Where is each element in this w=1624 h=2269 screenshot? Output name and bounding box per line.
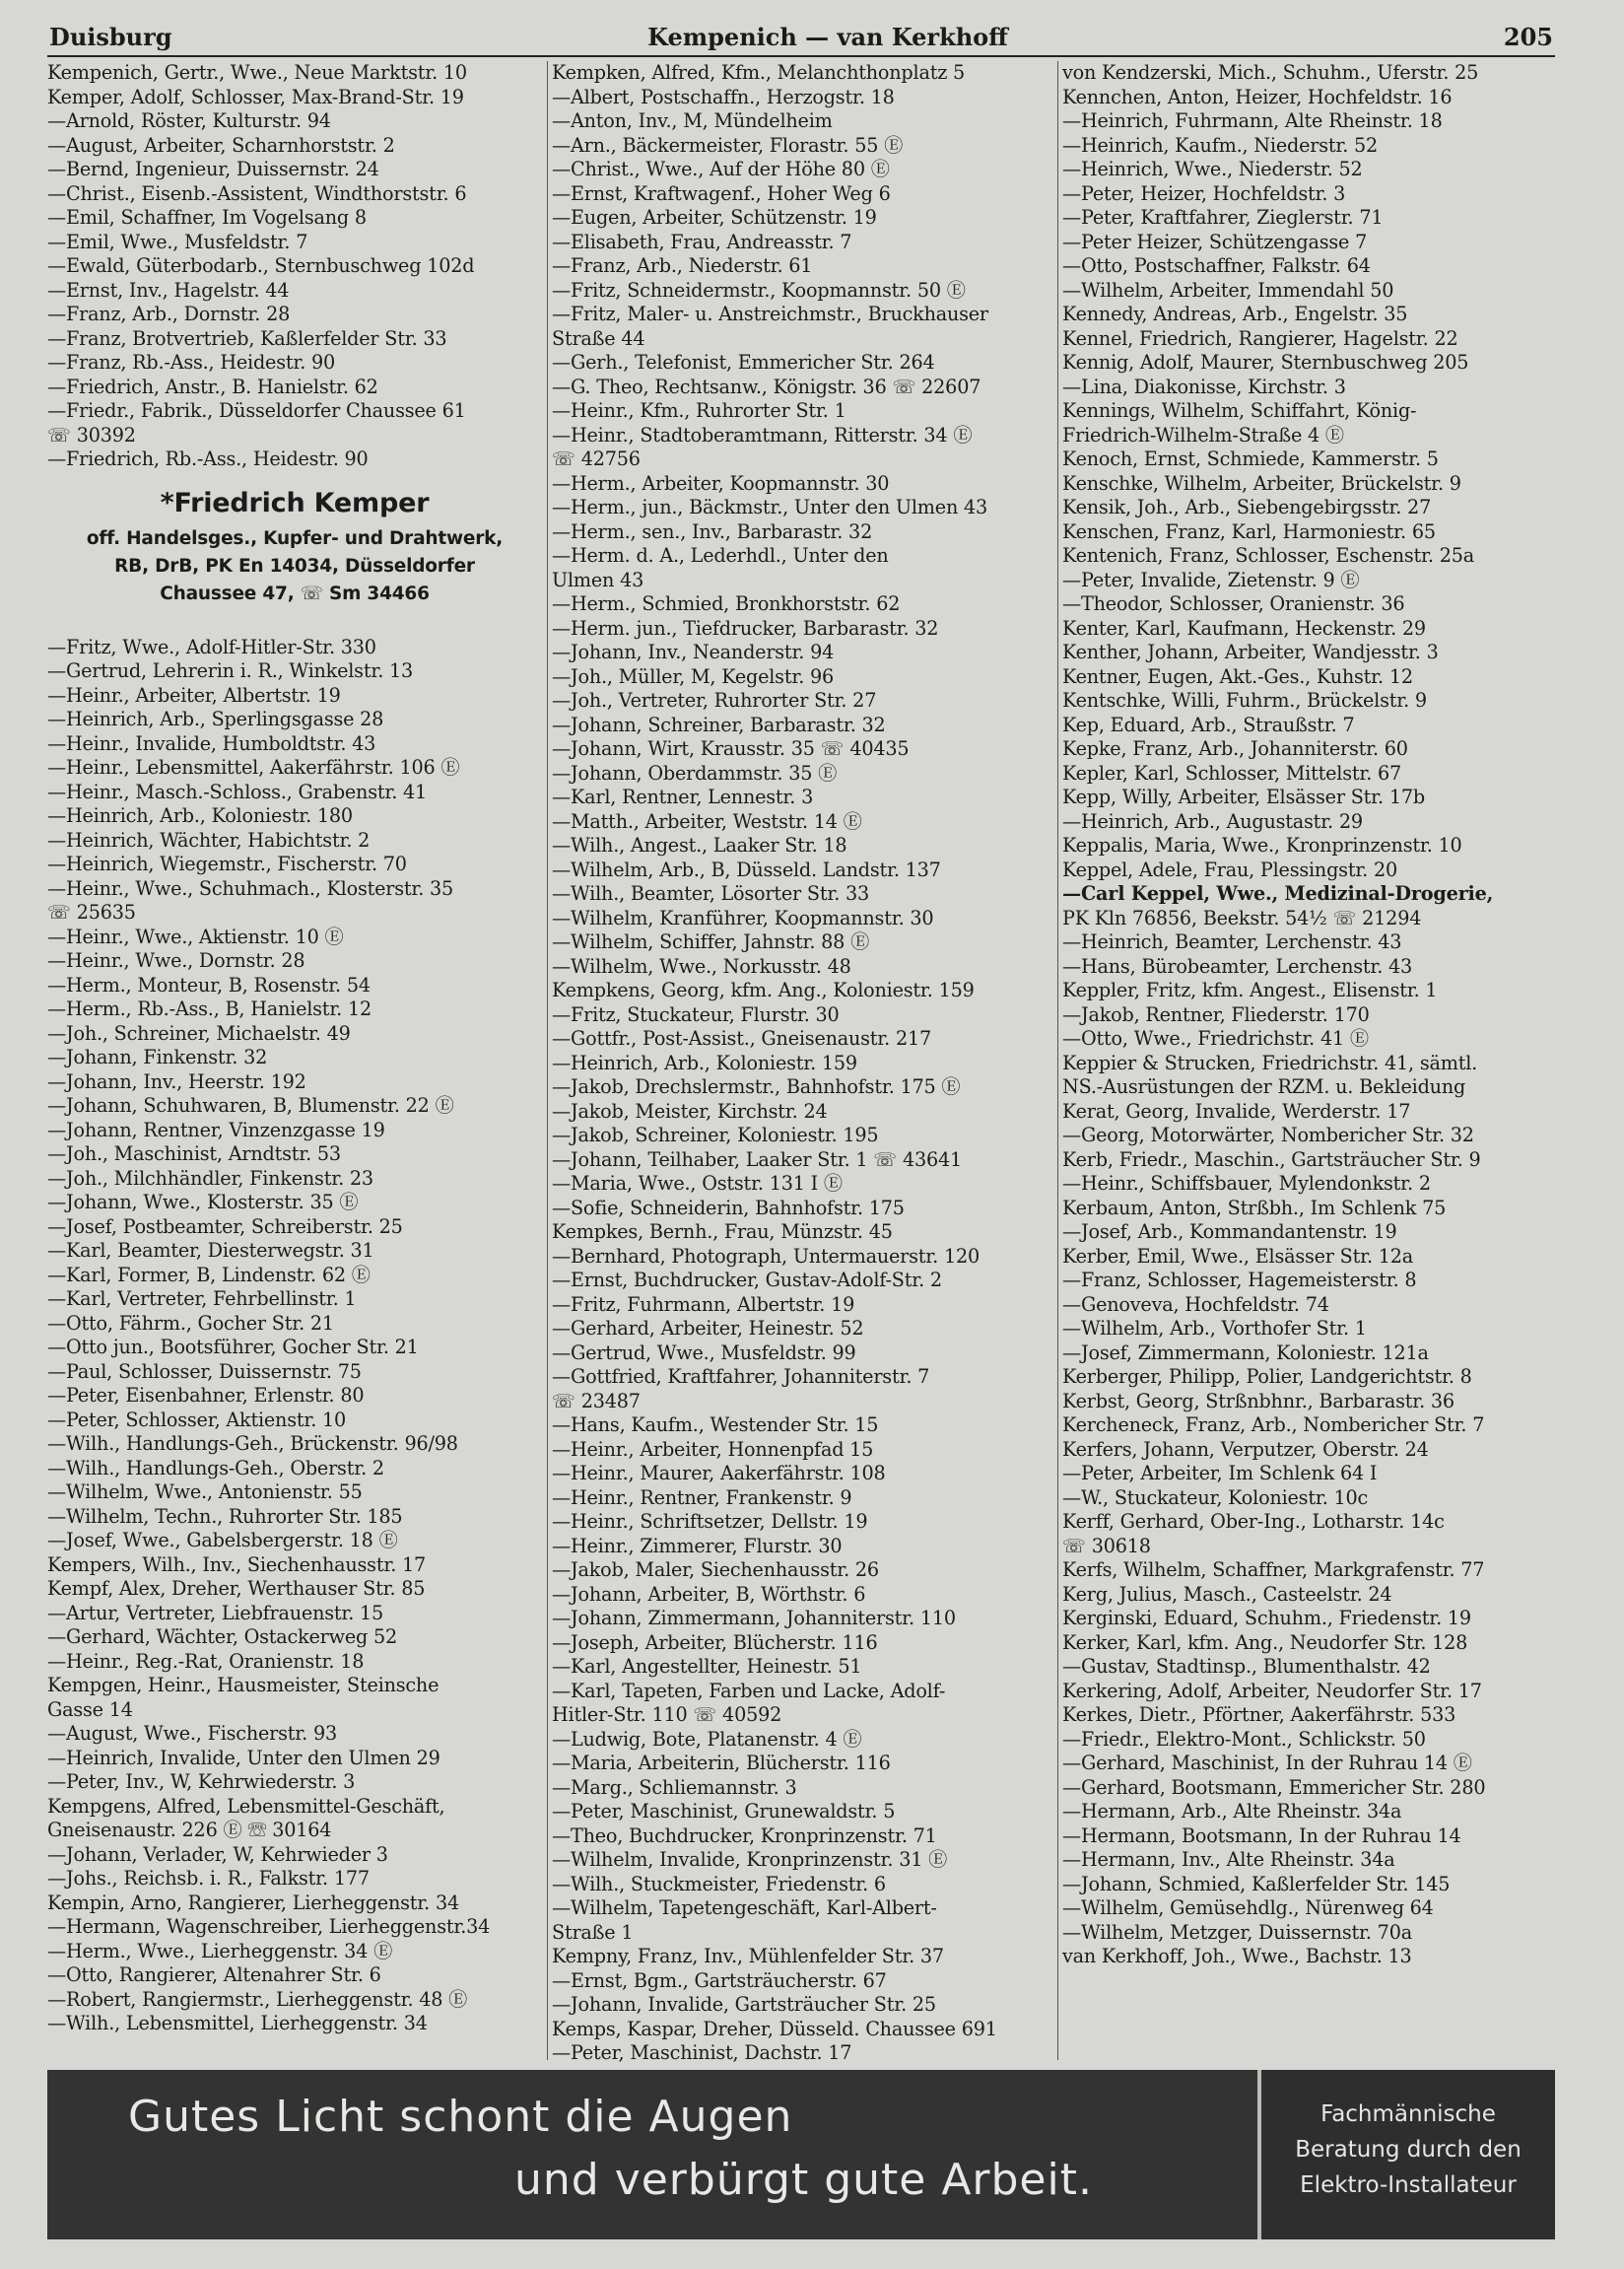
directory-entry: —Ludwig, Bote, Platanenstr. 4 Ⓔ (552, 1727, 862, 1751)
directory-entry: Kerber, Emil, Wwe., Elsässer Str. 12a (1062, 1244, 1414, 1268)
directory-entry: Kentenich, Franz, Schlosser, Eschenstr. 25a (1062, 544, 1474, 567)
directory-entry: —Karl, Tapeten, Farben und Lacke, Adolf- (552, 1679, 946, 1702)
directory-entry: —Karl, Former, B, Lindenstr. 62 Ⓔ (47, 1263, 371, 1286)
directory-entry: —Gerh., Telefonist, Emmericher Str. 264 (552, 351, 935, 374)
directory-entry: Kerberger, Philipp, Polier, Landgerichtstr. 8 (1062, 1365, 1472, 1388)
directory-entry: —Fritz, Stuckateur, Flurstr. 30 (552, 1002, 840, 1026)
directory-entry: —Heinr., Rentner, Frankenstr. 9 (552, 1485, 852, 1509)
directory-entry: PK Kln 76856, Beekstr. 54½ ☏ 21294 (1062, 906, 1422, 929)
directory-entry: —Herm., jun., Bäckmstr., Unter den Ulmen 43 (552, 496, 988, 518)
directory-entry: —Johann, Arbeiter, B, Wörthstr. 6 (552, 1582, 866, 1606)
ad-line: off. Handelsges., Kupfer- und Drahtwerk, (86, 527, 504, 549)
banner-main-panel (47, 2070, 1257, 2239)
directory-entry: —Heinrich, Wächter, Habichtstr. 2 (47, 828, 371, 852)
directory-entry: —Wilh., Beamter, Lösorter Str. 33 (552, 882, 870, 905)
directory-entry: —Friedr., Fabrik., Düsseldorfer Chaussee 61 (47, 399, 466, 422)
directory-entry: Friedrich-Wilhelm-Straße 4 Ⓔ (1062, 423, 1344, 447)
directory-entry: —G. Theo, Rechtsanw., Königstr. 36 ☏ 22607 (552, 375, 981, 398)
directory-entry: —Heinrich, Wwe., Niederstr. 52 (1062, 158, 1363, 180)
directory-entry: —Joh., Vertreter, Ruhrorter Str. 27 (552, 689, 877, 712)
directory-entry: —Hans, Kaufm., Westender Str. 15 (552, 1413, 879, 1436)
directory-entry: Kempkes, Bernh., Frau, Münzstr. 45 (552, 1220, 893, 1243)
banner-slogan-line-1: Gutes Licht schont die Augen (128, 2092, 793, 2142)
directory-entry: —Heinrich, Beamter, Lerchenstr. 43 (1062, 930, 1402, 953)
directory-entry: —Wilhelm, Schiffer, Jahnstr. 88 Ⓔ (552, 930, 870, 953)
directory-entry: —Wilhelm, Gemüsehdlg., Nürenweg 64 (1062, 1896, 1434, 1919)
directory-entry: —W., Stuckateur, Koloniestr. 10c (1062, 1485, 1369, 1509)
directory-entry: von Kendzerski, Mich., Schuhm., Uferstr. 25 (1062, 61, 1479, 84)
directory-entry: —Herm. jun., Tiefdrucker, Barbarastr. 32 (552, 616, 939, 640)
directory-entry: —Peter Heizer, Schützengasse 7 (1062, 230, 1368, 253)
directory-entry: Kerat, Georg, Invalide, Werderstr. 17 (1062, 1099, 1411, 1123)
directory-entry: —Wilhelm, Wwe., Antonienstr. 55 (47, 1480, 363, 1503)
column-1 (47, 61, 542, 2062)
directory-entry: —Emil, Schaffner, Im Vogelsang 8 (47, 206, 367, 229)
directory-entry: —Heinr., Zimmerer, Flurstr. 30 (552, 1534, 843, 1557)
directory-entry: —Heinr., Invalide, Humboldtstr. 43 (47, 731, 376, 755)
directory-entry: Kerff, Gerhard, Ober-Ing., Lotharstr. 14c (1062, 1510, 1445, 1533)
directory-entry: —August, Arbeiter, Scharnhorststr. 2 (47, 133, 395, 157)
directory-entry: —Heinrich, Arb., Koloniestr. 159 (552, 1051, 857, 1074)
directory-entry: Ulmen 43 (552, 568, 644, 591)
directory-entry: Kenschen, Franz, Karl, Harmoniestr. 65 (1062, 519, 1436, 543)
directory-entry: —Albert, Postschaffn., Herzogstr. 18 (552, 85, 895, 108)
directory-entry: Kensik, Joh., Arb., Siebengebirgsstr. 27 (1062, 496, 1432, 518)
directory-entry: —Gerhard, Arbeiter, Heinestr. 52 (552, 1317, 864, 1340)
directory-entry: —Gustav, Stadtinsp., Blumenthalstr. 42 (1062, 1655, 1431, 1678)
directory-entry: Kentschke, Willi, Fuhrm., Brückelstr. 9 (1062, 689, 1427, 712)
directory-entry: —Paul, Schlosser, Duissernstr. 75 (47, 1359, 362, 1383)
column-3 (1062, 61, 1555, 2062)
directory-entry: —Heinr., Arbeiter, Honnenpfad 15 (552, 1437, 874, 1461)
directory-entry: —Karl, Angestellter, Heinestr. 51 (552, 1655, 862, 1678)
column-divider (1057, 61, 1058, 2060)
directory-entry: —Ernst, Bgm., Gartsträucherstr. 67 (552, 1968, 887, 1992)
directory-entry: —Peter, Arbeiter, Im Schlenk 64 I (1062, 1462, 1378, 1484)
directory-entry: Gneisenaustr. 226 Ⓔ ☏ 30164 (47, 1819, 332, 1841)
directory-entry: —Ernst, Buchdrucker, Gustav-Adolf-Str. 2 (552, 1269, 942, 1291)
directory-entry: —Anton, Inv., M, Mündelheim (552, 109, 833, 132)
column-1-entries-top (47, 61, 542, 472)
directory-entry: Keppalis, Maria, Wwe., Kronprinzenstr. 10 (1062, 834, 1462, 857)
column-3-entries (1062, 61, 1555, 1969)
directory-entry: —Heinrich, Arb., Koloniestr. 180 (47, 804, 353, 827)
directory-entry: Kep, Eduard, Arb., Straußstr. 7 (1062, 713, 1355, 736)
directory-entry: —August, Wwe., Fischerstr. 93 (47, 1722, 337, 1745)
directory-entry: —Arn., Bäckermeister, Florastr. 55 Ⓔ (552, 133, 904, 157)
directory-entry: —Gottfr., Post-Assist., Gneisenaustr. 217 (552, 1027, 931, 1050)
column-2-entries (552, 61, 1052, 2062)
directory-entry: —Franz, Brotvertrieb, Kaßlerfelder Str. 33 (47, 326, 447, 350)
directory-entry: —Hermann, Inv., Alte Rheinstr. 34a (1062, 1848, 1395, 1871)
directory-entry: —Otto, Wwe., Friedrichstr. 41 Ⓔ (1062, 1027, 1369, 1050)
directory-entry: Kempny, Franz, Inv., Mühlenfelder Str. 37 (552, 1945, 944, 1967)
directory-entry: —Gerhard, Bootsmann, Emmericher Str. 280 (1062, 1775, 1486, 1799)
directory-entry: —Johann, Invalide, Gartsträucher Str. 25 (552, 1993, 936, 2016)
ad-line: RB, DrB, PK En 14034, Düsseldorfer (114, 555, 475, 577)
directory-entry: —Otto, Postschaffner, Falkstr. 64 (1062, 254, 1371, 277)
directory-entry: —Wilh., Angest., Laaker Str. 18 (552, 834, 847, 857)
directory-entry: —Joh., Schreiner, Michaelstr. 49 (47, 1021, 351, 1045)
directory-entry: Gasse 14 (47, 1697, 133, 1721)
directory-entry: —Heinr., Lebensmittel, Aakerfährstr. 106 Ⓔ (47, 756, 460, 779)
directory-entry: —Karl, Vertreter, Fehrbellinstr. 1 (47, 1287, 357, 1310)
directory-entry: —Franz, Arb., Niederstr. 61 (552, 254, 813, 277)
directory-entry: ☏ 30618 (1062, 1534, 1151, 1557)
page-number: 205 (1503, 23, 1553, 51)
directory-entry: —Bernd, Ingenieur, Duissernstr. 24 (47, 158, 379, 180)
directory-entry: —Theo, Buchdrucker, Kronprinzenstr. 71 (552, 1823, 937, 1847)
directory-entry: —Jakob, Drechslermstr., Bahnhofstr. 175 Ⓔ (552, 1075, 961, 1098)
directory-entry: —Wilhelm, Arb., B, Düsseld. Landstr. 137 (552, 858, 941, 881)
directory-entry: —Heinrich, Invalide, Unter den Ulmen 29 (47, 1746, 440, 1769)
banner-slogan-line-2: und verbürgt gute Arbeit. (514, 2155, 1093, 2205)
directory-entry: —Gerhard, Wächter, Ostackerweg 52 (47, 1625, 398, 1648)
directory-entry: —Fritz, Fuhrmann, Albertstr. 19 (552, 1292, 855, 1316)
directory-entry: —Heinr., Schriftsetzer, Dellstr. 19 (552, 1510, 868, 1533)
directory-entry: —Gertrud, Lehrerin i. R., Winkelstr. 13 (47, 659, 414, 682)
directory-entry: Kennig, Adolf, Maurer, Sternbuschweg 205 (1062, 351, 1469, 374)
directory-entry: Hitler-Str. 110 ☏ 40592 (552, 1703, 782, 1726)
directory-entry: Kempgen, Heinr., Hausmeister, Steinsche (47, 1674, 440, 1696)
directory-entry: —Johann, Verlader, W, Kehrwieder 3 (47, 1842, 388, 1866)
directory-entry: Kempers, Wilh., Inv., Siechenhausstr. 17 (47, 1552, 427, 1576)
directory-entry: —Heinr., Maurer, Aakerfährstr. 108 (552, 1462, 886, 1484)
directory-entry: Kempken, Alfred, Kfm., Melanchthonplatz 5 (552, 61, 966, 84)
directory-entry: —Johann, Schuhwaren, B, Blumenstr. 22 Ⓔ (47, 1094, 454, 1117)
directory-entry: ☏ 23487 (552, 1389, 641, 1412)
directory-entry: Kerfs, Wilhelm, Schaffner, Markgrafenstr. 77 (1062, 1558, 1485, 1581)
directory-entry: —Peter, Maschinist, Grunewaldstr. 5 (552, 1800, 896, 1822)
directory-entry: NS.-Ausrüstungen der RZM. u. Bekleidung (1062, 1075, 1466, 1098)
directory-entry: ☏ 30392 (47, 423, 136, 447)
directory-entry: —Georg, Motorwärter, Nombericher Str. 32 (1062, 1124, 1474, 1146)
directory-entry: —Theodor, Schlosser, Oranienstr. 36 (1062, 592, 1405, 615)
directory-entry: Kepler, Karl, Schlosser, Mittelstr. 67 (1062, 761, 1402, 785)
banner-side-line: Fachmännische (1320, 2101, 1496, 2127)
header-rule (47, 55, 1555, 57)
directory-entry: Straße 44 (552, 326, 645, 350)
directory-entry: —Johann, Schreiner, Barbarastr. 32 (552, 713, 886, 736)
directory-entry: —Karl, Beamter, Diesterwegstr. 31 (47, 1239, 374, 1262)
directory-entry: —Ernst, Inv., Hagelstr. 44 (47, 278, 290, 302)
directory-entry: ☏ 42756 (552, 447, 641, 470)
directory-entry: —Friedrich, Anstr., B. Hanielstr. 62 (47, 375, 378, 398)
directory-entry: —Matth., Arbeiter, Weststr. 14 Ⓔ (552, 809, 862, 833)
directory-entry: —Heinr., Wwe., Dornstr. 28 (47, 949, 305, 972)
directory-entry: —Josef, Wwe., Gabelsbergerstr. 18 Ⓔ (47, 1529, 398, 1551)
directory-entry: —Ernst, Kraftwagenf., Hoher Weg 6 (552, 181, 891, 205)
directory-entry: —Jakob, Meister, Kirchstr. 24 (552, 1099, 828, 1123)
directory-entry: —Jakob, Rentner, Fliederstr. 170 (1062, 1002, 1370, 1026)
directory-entry: Kerbaum, Anton, Strßbh., Im Schlenk 75 (1062, 1196, 1447, 1219)
directory-entry: —Wilhelm, Wwe., Norkusstr. 48 (552, 954, 851, 978)
directory-entry: —Friedrich, Rb.-Ass., Heidestr. 90 (47, 447, 369, 470)
directory-entry: —Johann, Zimmermann, Johanniterstr. 110 (552, 1607, 956, 1629)
directory-entry: —Christ., Wwe., Auf der Höhe 80 Ⓔ (552, 158, 890, 180)
directory-entry: Kennings, Wilhelm, Schiffahrt, König- (1062, 399, 1417, 422)
directory-entry: —Hermann, Bootsmann, In der Ruhrau 14 (1062, 1823, 1461, 1847)
header-city: Duisburg (49, 23, 172, 51)
directory-entry: —Bernhard, Photograph, Untermauerstr. 120 (552, 1244, 980, 1268)
directory-entry: —Wilh., Stuckmeister, Friedenstr. 6 (552, 1872, 886, 1895)
header-range: Kempenich — van Kerkhoff (647, 23, 1008, 51)
directory-entry: Kercheneck, Franz, Arb., Nombericher Str. 7 (1062, 1413, 1485, 1436)
directory-entry: —Franz, Arb., Dornstr. 28 (47, 303, 291, 325)
directory-entry: —Joseph, Arbeiter, Blücherstr. 116 (552, 1630, 878, 1654)
directory-entry: —Eugen, Arbeiter, Schützenstr. 19 (552, 206, 877, 229)
directory-entry: —Johs., Reichsb. i. R., Falkstr. 177 (47, 1867, 370, 1890)
directory-entry: ☏ 25635 (47, 901, 136, 924)
directory-entry: —Otto jun., Bootsführer, Gocher Str. 21 (47, 1336, 419, 1358)
directory-entry: —Heinr., Wwe., Schuhmach., Klosterstr. 35 (47, 876, 454, 900)
directory-entry: Keppier & Strucken, Friedrichstr. 41, sämtl. (1062, 1051, 1478, 1074)
directory-entry: —Artur, Vertreter, Liebfrauenstr. 15 (47, 1601, 384, 1624)
directory-entry: —Heinr., Stadtoberamtmann, Ritterstr. 34 Ⓔ (552, 423, 973, 447)
directory-entry: Kempkens, Georg, kfm. Ang., Koloniestr. 159 (552, 979, 975, 1001)
directory-entry: —Marg., Schliemannstr. 3 (552, 1775, 797, 1799)
directory-entry: —Herm., Monteur, B, Rosenstr. 54 (47, 973, 371, 997)
directory-entry: —Herm., sen., Inv., Barbarastr. 32 (552, 519, 873, 543)
directory-entry: —Otto, Fährm., Gocher Str. 21 (47, 1311, 334, 1335)
ad-line: Chaussee 47, ☏ Sm 34466 (160, 583, 430, 604)
directory-entry: —Johann, Wwe., Klosterstr. 35 Ⓔ (47, 1191, 359, 1213)
directory-entry: —Peter, Heizer, Hochfeldstr. 3 (1062, 181, 1346, 205)
directory-entry: —Gottfried, Kraftfahrer, Johanniterstr. 7 (552, 1365, 930, 1388)
directory-entry: Kerkering, Adolf, Arbeiter, Neudorfer Str. 17 (1062, 1679, 1482, 1702)
directory-entry: Keppler, Fritz, kfm. Angest., Elisenstr. 1 (1062, 979, 1438, 1001)
directory-entry: —Maria, Arbeiterin, Blücherstr. 116 (552, 1752, 891, 1774)
directory-entry: —Johann, Inv., Heerstr. 192 (47, 1069, 306, 1093)
directory-entry: —Lina, Diakonisse, Kirchstr. 3 (1062, 375, 1346, 398)
directory-entry: —Carl Keppel, Wwe., Medizinal-Drogerie, (1062, 882, 1494, 905)
directory-entry: —Johann, Inv., Neanderstr. 94 (552, 641, 835, 663)
directory-entry: Kempin, Arno, Rangierer, Lierheggenstr. 34 (47, 1891, 459, 1914)
directory-entry: Kenther, Johann, Arbeiter, Wandjesstr. 3 (1062, 641, 1439, 663)
directory-entry: Kenschke, Wilhelm, Arbeiter, Brückelstr. 9 (1062, 471, 1461, 495)
directory-entry: —Heinr., Schiffsbauer, Mylendonkstr. 2 (1062, 1172, 1431, 1195)
directory-entry: —Hans, Bürobeamter, Lerchenstr. 43 (1062, 954, 1413, 978)
directory-entry: —Josef, Arb., Kommandantenstr. 19 (1062, 1220, 1397, 1243)
directory-entry: Kennel, Friedrich, Rangierer, Hagelstr. 22 (1062, 326, 1458, 350)
advertisement-banner (47, 2070, 1555, 2239)
directory-entry: Kerbst, Georg, Strßnbhnr., Barbarastr. 36 (1062, 1389, 1455, 1412)
directory-entry: Kerginski, Eduard, Schuhm., Friedenstr. 19 (1062, 1607, 1471, 1629)
directory-entry: —Peter, Invalide, Zietenstr. 9 Ⓔ (1062, 568, 1360, 591)
directory-entry: Kentner, Eugen, Akt.-Ges., Kuhstr. 12 (1062, 664, 1413, 688)
directory-entry: —Heinrich, Arb., Augustastr. 29 (1062, 809, 1363, 833)
directory-entry: —Peter, Eisenbahner, Erlenstr. 80 (47, 1384, 365, 1407)
directory-entry: —Joh., Maschinist, Arndtstr. 53 (47, 1142, 341, 1165)
directory-entry: —Emil, Wwe., Musfeldstr. 7 (47, 230, 308, 253)
column-1-entries-bottom (47, 636, 542, 2036)
directory-entry: —Heinr., Arbeiter, Albertstr. 19 (47, 683, 341, 707)
directory-entry: —Johann, Oberdammstr. 35 Ⓔ (552, 761, 838, 785)
directory-entry: —Franz, Schlosser, Hagemeisterstr. 8 (1062, 1269, 1417, 1291)
directory-entry: —Jakob, Schreiner, Koloniestr. 195 (552, 1124, 879, 1146)
directory-entry: —Fritz, Wwe., Adolf-Hitler-Str. 330 (47, 635, 376, 658)
directory-entry: —Peter, Maschinist, Dachstr. 17 (552, 2041, 852, 2062)
directory-entry: Kerfers, Johann, Verputzer, Oberstr. 24 (1062, 1437, 1429, 1461)
directory-entry: —Jakob, Maler, Siechenhausstr. 26 (552, 1558, 879, 1581)
directory-entry: —Wilhelm, Invalide, Kronprinzenstr. 31 Ⓔ (552, 1848, 948, 1871)
directory-entry: Kennchen, Anton, Heizer, Hochfeldstr. 16 (1062, 85, 1453, 108)
directory-entry: Keppel, Adele, Frau, Plessingstr. 20 (1062, 858, 1398, 881)
directory-entry: —Johann, Finkenstr. 32 (47, 1046, 268, 1068)
directory-entry: —Joh., Milchhändler, Finkenstr. 23 (47, 1166, 373, 1190)
directory-entry: —Hermann, Wagenschreiber, Lierheggenstr.34 (47, 1915, 491, 1938)
directory-entry: —Herm. d. A., Lederhdl., Unter den (552, 544, 889, 567)
directory-entry: —Christ., Eisenb.-Assistent, Windthorststr. 6 (47, 181, 467, 205)
directory-entry: —Fritz, Maler- u. Anstreichmstr., Bruckhauser (552, 303, 988, 325)
directory-entry: —Johann, Schmied, Kaßlerfelder Str. 145 (1062, 1872, 1451, 1895)
directory-entry: —Heinrich, Wiegemstr., Fischerstr. 70 (47, 853, 407, 875)
directory-entry: —Heinr., Masch.-Schloss., Grabenstr. 41 (47, 780, 428, 803)
directory-entry: —Gerhard, Maschinist, In der Ruhrau 14 Ⓔ (1062, 1752, 1472, 1774)
directory-entry: —Heinrich, Fuhrmann, Alte Rheinstr. 18 (1062, 109, 1443, 132)
directory-entry: —Genoveva, Hochfeldstr. 74 (1062, 1292, 1329, 1316)
column-divider (547, 61, 548, 2060)
directory-entry: Kepp, Willy, Arbeiter, Elsässer Str. 17b (1062, 786, 1425, 808)
directory-entry: Kempgens, Alfred, Lebensmittel-Geschäft, (47, 1794, 445, 1818)
directory-entry: —Sofie, Schneiderin, Bahnhofstr. 175 (552, 1196, 905, 1219)
directory-entry: —Wilhelm, Tapetengeschäft, Karl-Albert- (552, 1896, 937, 1919)
directory-entry: —Peter, Kraftfahrer, Zieglerstr. 71 (1062, 206, 1384, 229)
directory-entry: —Arnold, Röster, Kulturstr. 94 (47, 109, 331, 132)
directory-entry: —Herm., Wwe., Lierheggenstr. 34 Ⓔ (47, 1939, 393, 1962)
directory-entry: —Johann, Wirt, Krausstr. 35 ☏ 40435 (552, 737, 910, 760)
directory-entry: Kenter, Karl, Kaufmann, Heckenstr. 29 (1062, 616, 1426, 640)
directory-entry: —Josef, Postbeamter, Schreiberstr. 25 (47, 1214, 403, 1238)
directory-entry: —Otto, Rangierer, Altenahrer Str. 6 (47, 1963, 381, 1986)
directory-entry: —Wilh., Handlungs-Geh., Brückenstr. 96/98 (47, 1432, 458, 1455)
directory-entry: —Wilhelm, Kranführer, Koopmannstr. 30 (552, 906, 934, 929)
directory-entry: Kemper, Adolf, Schlosser, Max-Brand-Str. 19 (47, 85, 464, 108)
directory-entry: —Wilh., Lebensmittel, Lierheggenstr. 34 (47, 2012, 428, 2034)
directory-entry: —Gertrud, Wwe., Musfeldstr. 99 (552, 1341, 856, 1364)
advertisement-friedrich-kemper (47, 482, 542, 636)
directory-entry: —Heinr., Kfm., Ruhrorter Str. 1 (552, 399, 846, 422)
directory-entry: —Peter, Schlosser, Aktienstr. 10 (47, 1408, 347, 1431)
directory-entry: Kerb, Friedr., Maschin., Gartsträucher Str. 9 (1062, 1147, 1481, 1171)
directory-entry: —Karl, Rentner, Lennestr. 3 (552, 786, 814, 808)
directory-entry: Kerker, Karl, kfm. Ang., Neudorfer Str. 128 (1062, 1630, 1468, 1654)
directory-entry: —Joh., Müller, M, Kegelstr. 96 (552, 664, 835, 688)
directory-entry: —Herm., Schmied, Bronkhorststr. 62 (552, 592, 901, 615)
directory-entry: Kempf, Alex, Dreher, Werthauser Str. 85 (47, 1577, 426, 1600)
directory-entry: —Peter, Inv., W, Kehrwiederstr. 3 (47, 1770, 356, 1793)
directory-entry: —Josef, Zimmermann, Koloniestr. 121a (1062, 1341, 1429, 1364)
banner-side-line: Elektro-Installateur (1300, 2172, 1517, 2198)
column-2 (552, 61, 1052, 2062)
directory-entry: Straße 1 (552, 1920, 634, 1944)
directory-entry: —Franz, Rb.-Ass., Heidestr. 90 (47, 351, 336, 374)
directory-entry: —Maria, Wwe., Oststr. 131 I Ⓔ (552, 1172, 843, 1195)
directory-entry: —Hermann, Arb., Alte Rheinstr. 34a (1062, 1800, 1402, 1822)
directory-entry: Kepke, Franz, Arb., Johanniterstr. 60 (1062, 737, 1408, 760)
directory-entry: —Heinr., Reg.-Rat, Oranienstr. 18 (47, 1649, 365, 1673)
directory-entry: —Wilhelm, Metzger, Duissernstr. 70a (1062, 1920, 1412, 1944)
directory-entry: Kerg, Julius, Masch., Casteelstr. 24 (1062, 1582, 1392, 1606)
directory-entry: —Wilhelm, Arb., Vorthofer Str. 1 (1062, 1317, 1367, 1340)
ad-company-name: *Friedrich Kemper (160, 487, 430, 518)
directory-entry: —Ewald, Güterbodarb., Sternbuschweg 102d (47, 254, 475, 277)
directory-entry: —Elisabeth, Frau, Andreasstr. 7 (552, 230, 852, 253)
directory-entry: —Heinrich, Kaufm., Niederstr. 52 (1062, 133, 1379, 157)
directory-entry: Kemps, Kaspar, Dreher, Düsseld. Chaussee 691 (552, 2017, 997, 2040)
directory-entry: —Herm., Rb.-Ass., B, Hanielstr. 12 (47, 997, 372, 1020)
banner-side-line: Beratung durch den (1295, 2137, 1522, 2163)
directory-entry: van Kerkhoff, Joh., Wwe., Bachstr. 13 (1062, 1945, 1412, 1967)
directory-entry: —Wilh., Handlungs-Geh., Oberstr. 2 (47, 1456, 384, 1479)
directory-entry: —Fritz, Schneidermstr., Koopmannstr. 50 Ⓔ (552, 278, 966, 302)
directory-entry: Kennedy, Andreas, Arb., Engelstr. 35 (1062, 303, 1408, 325)
directory-entry: —Johann, Teilhaber, Laaker Str. 1 ☏ 43641 (552, 1147, 963, 1171)
directory-entry: —Friedr., Elektro-Mont., Schlickstr. 50 (1062, 1727, 1426, 1751)
directory-entry: —Wilhelm, Arbeiter, Immendahl 50 (1062, 278, 1394, 302)
directory-entry: —Johann, Rentner, Vinzenzgasse 19 (47, 1118, 385, 1141)
directory-entry: Kenoch, Ernst, Schmiede, Kammerstr. 5 (1062, 447, 1439, 470)
directory-entry: Kempenich, Gertr., Wwe., Neue Marktstr. 10 (47, 61, 467, 84)
directory-entry: —Herm., Arbeiter, Koopmannstr. 30 (552, 471, 890, 495)
directory-entry: —Wilhelm, Techn., Ruhrorter Str. 185 (47, 1504, 403, 1528)
banner-side-panel (1261, 2070, 1555, 2239)
directory-entry: —Heinrich, Arb., Sperlingsgasse 28 (47, 708, 384, 730)
directory-entry: —Heinr., Wwe., Aktienstr. 10 Ⓔ (47, 925, 344, 948)
directory-entry: —Robert, Rangiermstr., Lierheggenstr. 48 Ⓔ (47, 1987, 468, 2011)
directory-entry: Kerkes, Dietr., Pförtner, Aakerfährstr. 533 (1062, 1703, 1456, 1726)
